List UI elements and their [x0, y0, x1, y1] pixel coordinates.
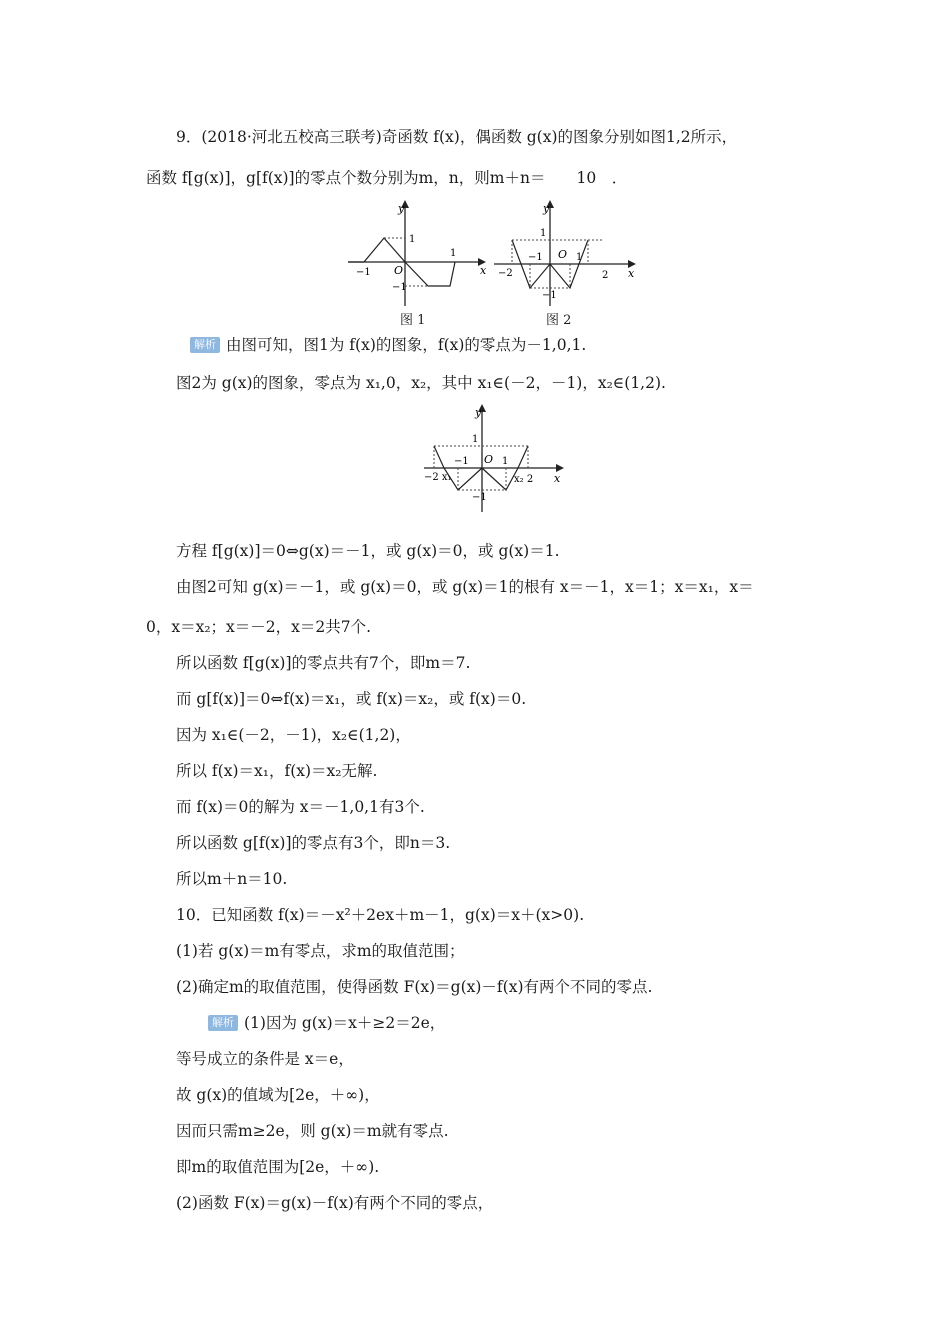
- q10-line3: (2)确定m的取值范围，使得函数 F(x)＝g(x)－f(x)有两个不同的零点.: [176, 978, 653, 996]
- sol9-line5: 0，x＝x₂；x＝－2，x＝2共7个.: [146, 618, 372, 636]
- q10-line1: 10．已知函数 f(x)＝－x²＋2ex＋m－1，g(x)＝x＋(x>0).: [176, 906, 585, 924]
- fig1-y-label: y: [398, 202, 405, 215]
- fig3-tick-1: 1: [502, 456, 509, 467]
- fig2-caption: 图 2: [546, 313, 572, 328]
- sol9-line3: 方程 f[g(x)]＝0⇔g(x)＝－1，或 g(x)＝0，或 g(x)＝1.: [176, 542, 560, 560]
- sol9-line11: 所以函数 g[f(x)]的零点有3个，即n＝3.: [176, 834, 451, 852]
- fig3-tick-1-top: 1: [472, 434, 479, 445]
- fig1-tick-1-top: 1: [409, 234, 416, 245]
- fig2-tick-neg2: −2: [498, 268, 513, 279]
- fig3-tick-neg2-x1: −2 x₁: [424, 472, 452, 483]
- sol9-line9: 所以 f(x)＝x₁，f(x)＝x₂无解.: [176, 762, 378, 780]
- figure-1: [340, 198, 500, 312]
- fig2-tick-1-top: 1: [540, 228, 547, 239]
- sol10-line1: 解析 (1)因为 g(x)＝x＋≥2＝2e，: [208, 1012, 445, 1034]
- sol9-line2: 图2为 g(x)的图象，零点为 x₁,0，x₂，其中 x₁∈(－2，－1)，x₂∈(1,2).: [176, 374, 666, 392]
- sol9-line4: 由图2可知 g(x)＝－1，或 g(x)＝0，或 g(x)＝1的根有 x＝－1，x＝1；x＝x₁，x＝: [176, 578, 754, 596]
- figure-3: [420, 402, 570, 518]
- sol9-line1: 解析 由图可知，图1为 f(x)的图象，f(x)的零点为－1,0,1.: [190, 334, 586, 356]
- sol10-line5: 即m的取值范围为[2e，＋∞).: [176, 1158, 380, 1176]
- fig3-origin: O: [484, 453, 494, 466]
- fig2-x-label: x: [628, 267, 635, 280]
- fig3-x-label: x: [554, 472, 561, 485]
- sol10-line2: 等号成立的条件是 x＝e，: [176, 1050, 354, 1068]
- fig3-tick-neg1: −1: [454, 456, 469, 467]
- fig1-tick-neg1-left: −1: [356, 267, 371, 278]
- fig1-tick-neg1-bottom: −1: [392, 282, 407, 293]
- q9-line2: 函数 f[g(x)]，g[f(x)]的零点个数分别为m，n，则m＋n＝ 10 ．: [146, 169, 628, 187]
- figure-2: [492, 198, 642, 312]
- fig1-tick-1-right: 1: [450, 248, 457, 259]
- fig3-tick-neg1-bottom: −1: [472, 492, 487, 503]
- fig2-tick-2: 2: [602, 270, 609, 281]
- fig1-x-label: x: [480, 264, 487, 277]
- sol10-line4: 因而只需m≥2e，则 g(x)＝m就有零点.: [176, 1122, 449, 1140]
- fig1-caption: 图 1: [400, 313, 426, 328]
- fig2-y-label: y: [543, 202, 550, 215]
- solution-tag: 解析: [208, 1015, 238, 1031]
- q10-line2: (1)若 g(x)＝m有零点，求m的取值范围；: [176, 942, 465, 960]
- fig2-origin: O: [558, 248, 568, 261]
- fig2-tick-neg1-bottom: −1: [542, 290, 557, 301]
- sol10-line6: (2)函数 F(x)＝g(x)－f(x)有两个不同的零点，: [176, 1194, 494, 1212]
- sol9-line10: 而 f(x)＝0的解为 x＝－1,0,1有3个.: [176, 798, 425, 816]
- fig1-origin: O: [394, 264, 404, 277]
- sol10-line3: 故 g(x)的值域为[2e，＋∞)，: [176, 1086, 380, 1104]
- sol9-line7: 而 g[f(x)]＝0⇔f(x)＝x₁，或 f(x)＝x₂，或 f(x)＝0.: [176, 690, 527, 708]
- fig3-y-label: y: [475, 406, 482, 419]
- sol9-line6: 所以函数 f[g(x)]的零点共有7个，即m＝7.: [176, 654, 471, 672]
- fig2-tick-1: 1: [576, 252, 583, 263]
- fig2-tick-neg1: −1: [528, 252, 543, 263]
- solution-tag: 解析: [190, 337, 220, 353]
- fig3-tick-x2-2: x₂ 2: [514, 474, 534, 485]
- q9-line1: 9．(2018·河北五校高三联考)奇函数 f(x)，偶函数 g(x)的图象分别如图1,2所示，: [176, 128, 738, 146]
- sol9-line12: 所以m＋n＝10.: [176, 870, 288, 888]
- sol9-line8: 因为 x₁∈(－2，－1)，x₂∈(1,2)，: [176, 726, 411, 744]
